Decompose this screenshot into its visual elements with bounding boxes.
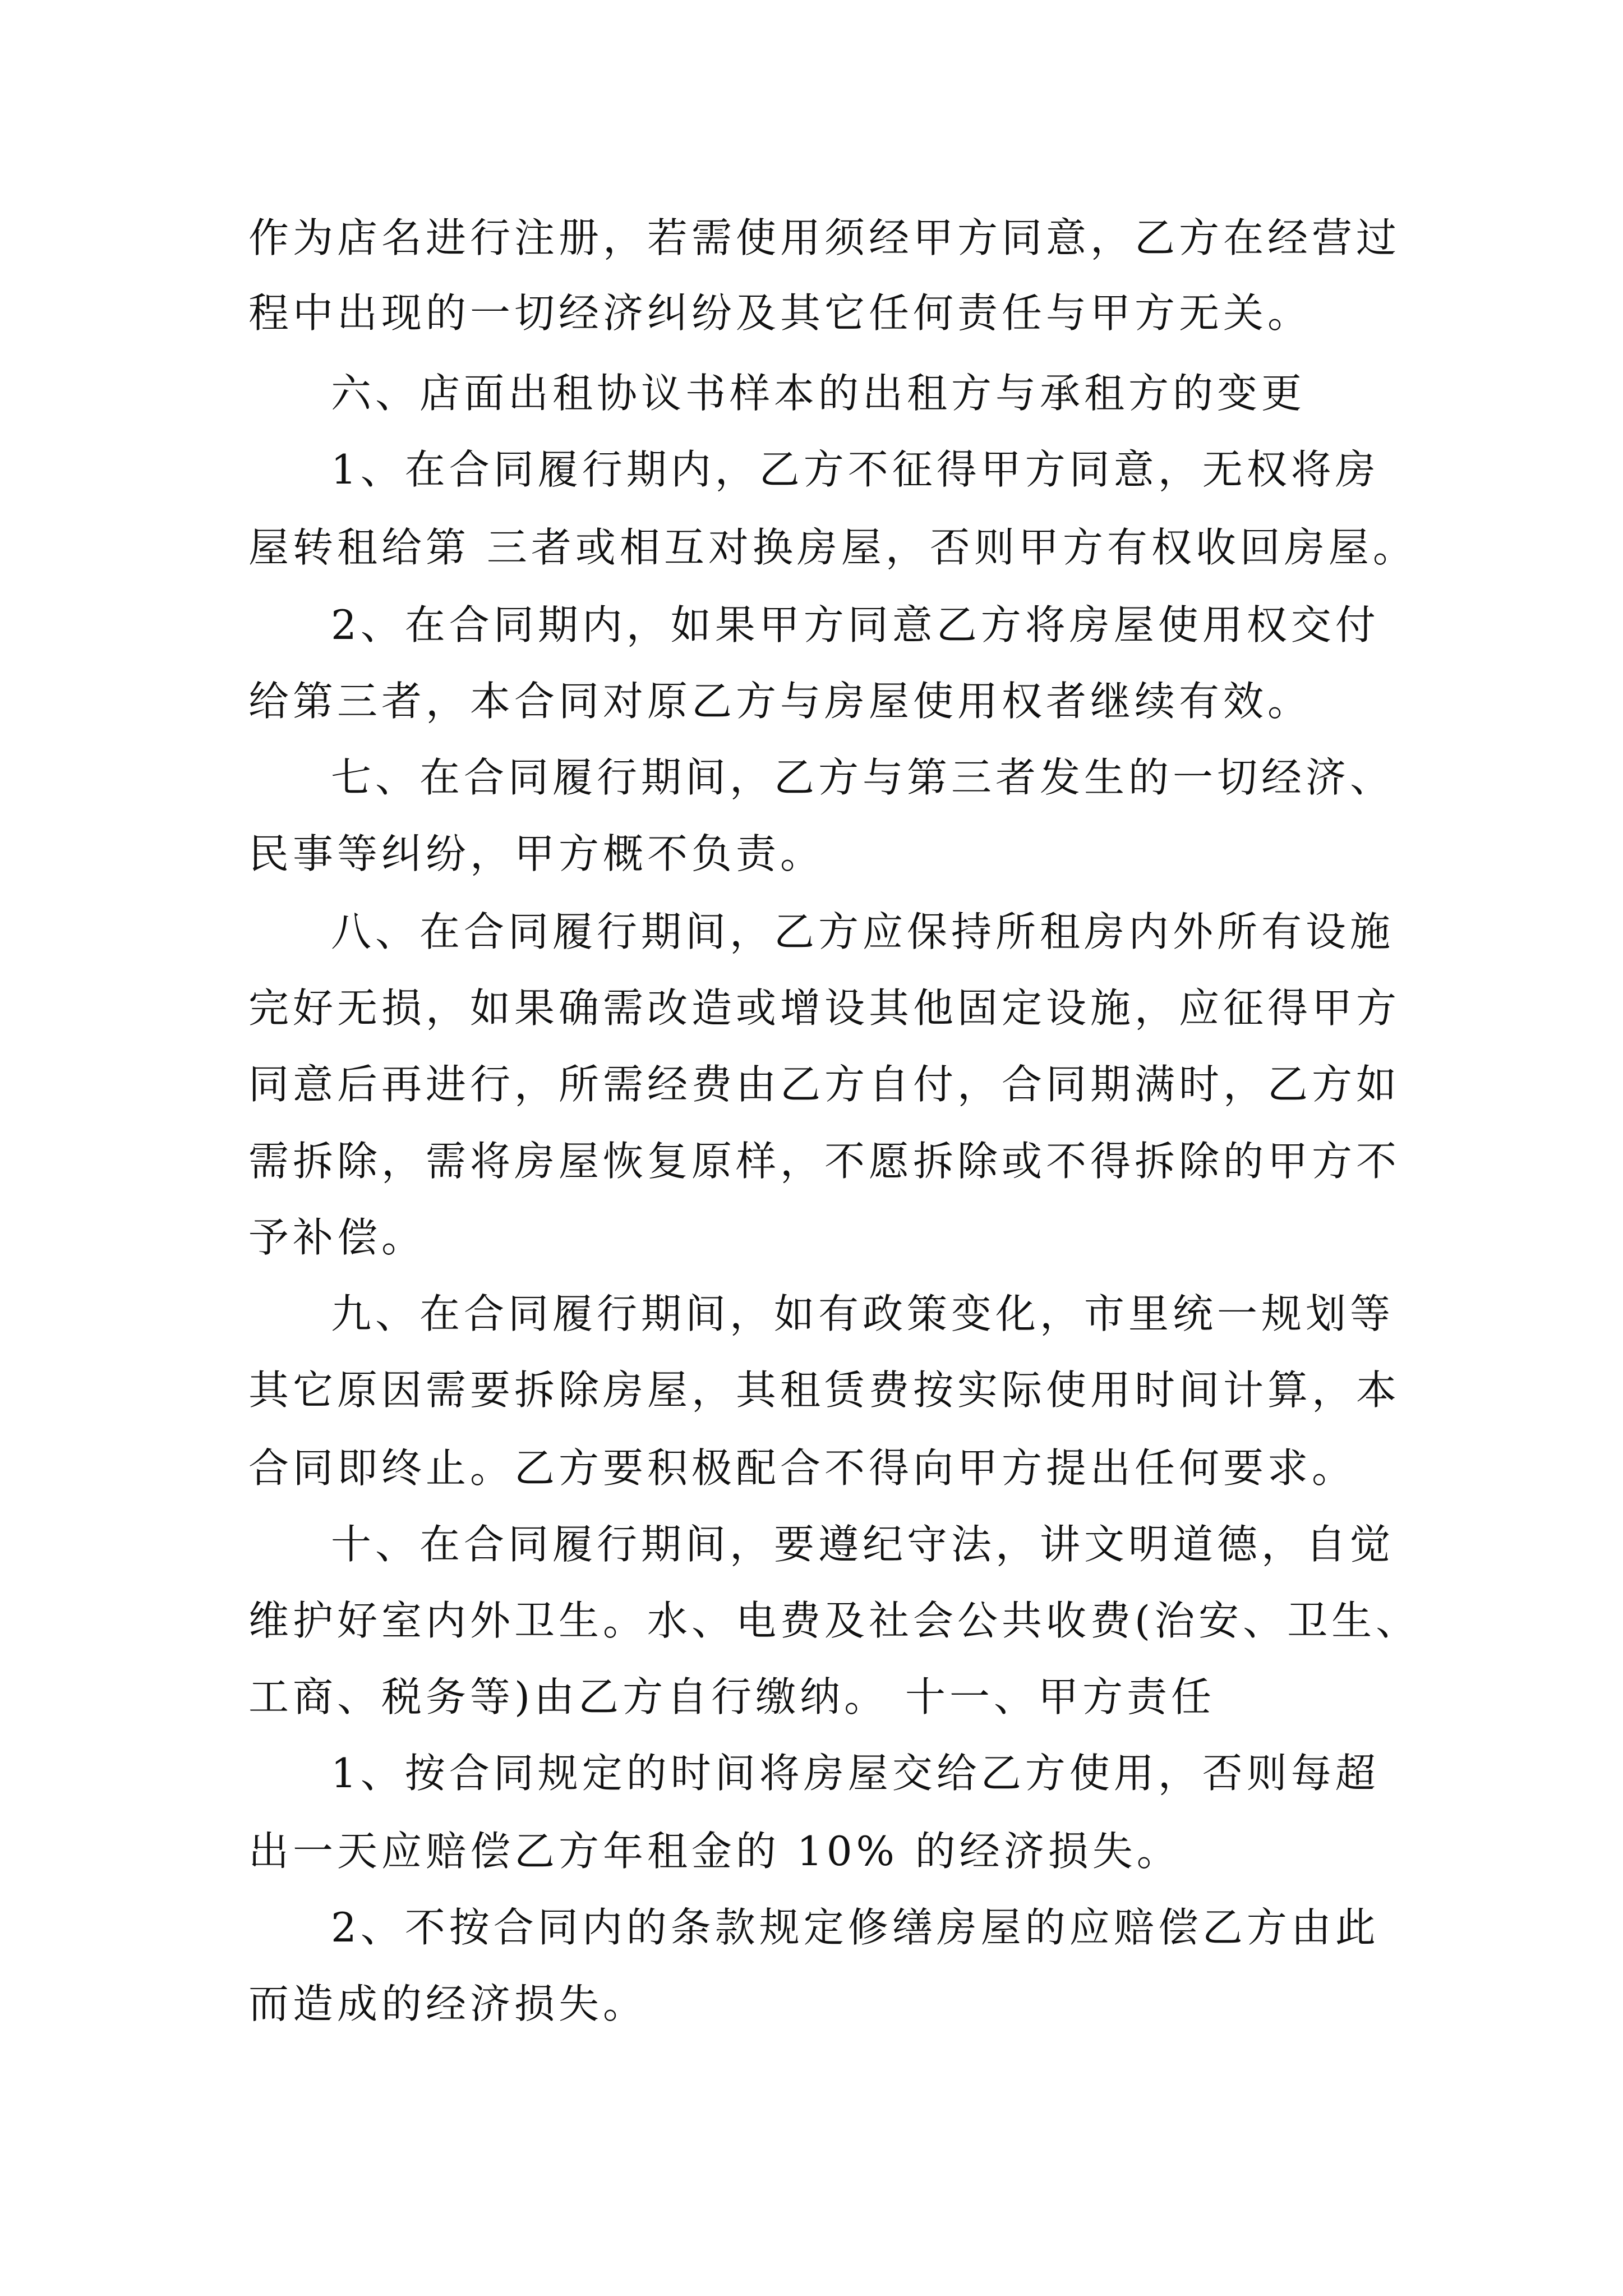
text-line: 而造成的经济损失。 (248, 1980, 648, 2027)
text-line: 予补偿。 (248, 1214, 426, 1261)
text-line: 2、在合同期内，如果甲方同意乙方将房屋使用权交付 (331, 601, 1380, 648)
text-line: 给第三者，本合同对原乙方与房屋使用权者继续有效。 (248, 678, 1312, 725)
text-line: 其它原因需要拆除房屋，其租赁费按实际使用时间计算，本 (248, 1366, 1401, 1414)
section-heading: 七、在合同履行期间，乙方与第三者发生的一切经济、 (331, 754, 1395, 801)
text-line: 民事等纠纷，甲方概不负责。 (248, 830, 825, 877)
text-line: 需拆除，需将房屋恢复原样，不愿拆除或不得拆除的甲方不 (248, 1138, 1401, 1185)
text-line: 作为店名进行注册，若需使用须经甲方同意，乙方在经营过 (248, 214, 1401, 261)
section-heading: 六、店面出租协议书样本的出租方与承租方的变更 (331, 370, 1306, 417)
text-line: 屋转租给第 三者或相互对换房屋，否则甲方有权收回房屋。 (248, 524, 1417, 571)
text-line: 维护好室内外卫生。水、电费及社会公共收费(治安、卫生、 (248, 1597, 1421, 1644)
text-line: 1、按合同规定的时间将房屋交给乙方使用，否则每超 (331, 1750, 1380, 1797)
text-line: 工商、税务等)由乙方自行缴纳。 十一、甲方责任 (248, 1673, 1215, 1720)
text-line: 2、不按合同内的条款规定修缮房屋的应赔偿乙方由此 (331, 1904, 1380, 1951)
section-heading: 八、在合同履行期间，乙方应保持所租房内外所有设施 (331, 908, 1395, 955)
text-line: 程中出现的一切经济纠纷及其它任何责任与甲方无关。 (248, 289, 1312, 337)
section-heading: 九、在合同履行期间，如有政策变化，市里统一规划等 (331, 1290, 1395, 1337)
section-heading: 十、在合同履行期间，要遵纪守法，讲文明道德，自觉 (331, 1521, 1395, 1568)
text-line: 完好无损，如果确需改造或增设其他固定设施，应征得甲方 (248, 984, 1401, 1032)
text-line: 同意后再进行，所需经费由乙方自付，合同期满时，乙方如 (248, 1061, 1401, 1108)
text-line: 合同即终止。乙方要积极配合不得向甲方提出任何要求。 (248, 1444, 1357, 1492)
text-line: 1、在合同履行期内，乙方不征得甲方同意，无权将房 (331, 446, 1380, 493)
text-line: 出一天应赔偿乙方年租金的 10% 的经济损失。 (248, 1828, 1181, 1875)
